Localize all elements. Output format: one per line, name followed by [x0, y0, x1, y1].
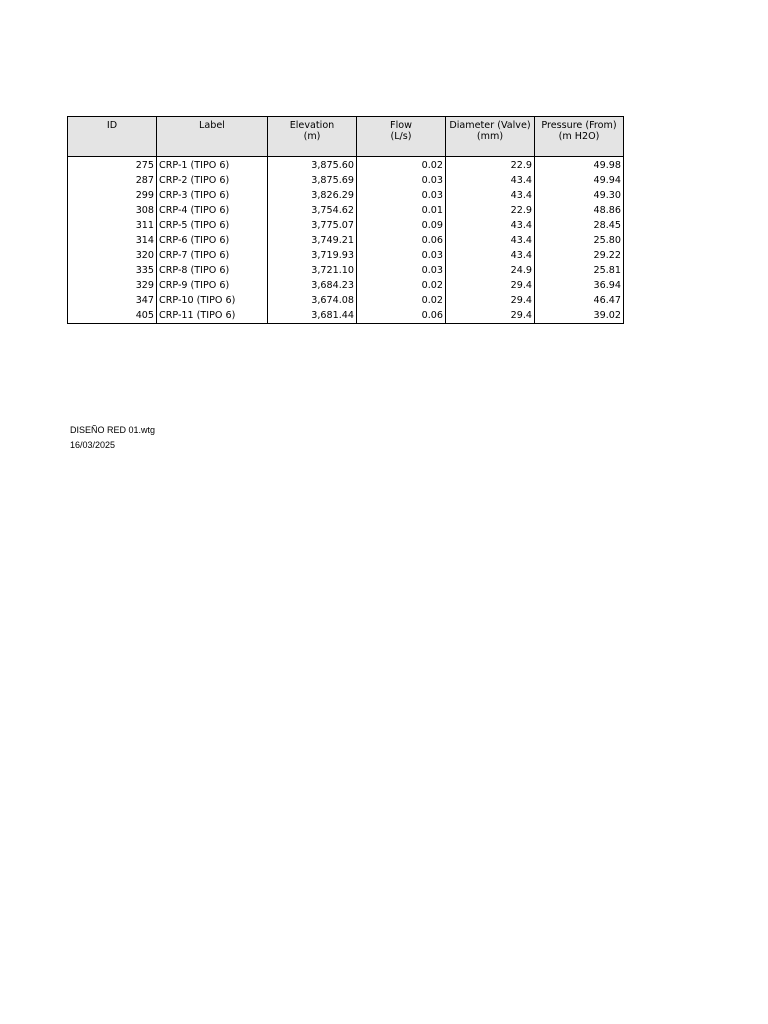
cell-elevation: 3,826.29: [268, 188, 357, 203]
cell-id: 311: [68, 218, 157, 233]
cell-flow: 0.02: [357, 293, 446, 308]
table-row: [68, 308, 624, 324]
table-header: [68, 117, 624, 157]
cell-pressure: 49.30: [535, 188, 624, 203]
header-elevation-line1: Elevation: [289, 120, 335, 131]
cell-label: CRP-6 (TIPO 6): [157, 233, 268, 248]
table-body: [68, 157, 624, 324]
table-row: [68, 157, 624, 174]
cell-flow: 0.02: [357, 278, 446, 293]
table-row: [68, 248, 624, 263]
cell-id: 329: [68, 278, 157, 293]
header-flow-line2: (L/s): [390, 131, 412, 142]
cell-pressure: 36.94: [535, 278, 624, 293]
header-pressure: [535, 117, 624, 157]
cell-id: 308: [68, 203, 157, 218]
report-footer: [70, 423, 155, 453]
cell-diameter: 43.4: [446, 248, 535, 263]
table-row: [68, 218, 624, 233]
cell-flow: 0.03: [357, 263, 446, 278]
cell-pressure: 25.81: [535, 263, 624, 278]
cell-flow: 0.06: [357, 233, 446, 248]
cell-id: 320: [68, 248, 157, 263]
cell-label: CRP-7 (TIPO 6): [157, 248, 268, 263]
cell-pressure: 46.47: [535, 293, 624, 308]
cell-elevation: 3,775.07: [268, 218, 357, 233]
header-label: [157, 117, 268, 157]
table-row: [68, 278, 624, 293]
footer-date: 16/03/2025: [70, 440, 116, 450]
table-row: [68, 263, 624, 278]
header-flow-line1: Flow: [390, 120, 412, 131]
cell-elevation: 3,719.93: [268, 248, 357, 263]
cell-label: CRP-8 (TIPO 6): [157, 263, 268, 278]
cell-pressure: 39.02: [535, 308, 624, 324]
table-row: [68, 293, 624, 308]
header-diameter-line2: (mm): [476, 131, 504, 142]
cell-flow: 0.03: [357, 188, 446, 203]
cell-label: CRP-9 (TIPO 6): [157, 278, 268, 293]
header-pressure-line2: (m H2O): [558, 131, 600, 142]
cell-id: 314: [68, 233, 157, 248]
cell-diameter: 43.4: [446, 233, 535, 248]
cell-pressure: 49.94: [535, 173, 624, 188]
cell-label: CRP-1 (TIPO 6): [157, 157, 268, 174]
cell-elevation: 3,754.62: [268, 203, 357, 218]
cell-id: 299: [68, 188, 157, 203]
cell-flow: 0.03: [357, 173, 446, 188]
cell-id: 347: [68, 293, 157, 308]
header-elevation-line2: (m): [303, 131, 321, 142]
cell-diameter: 24.9: [446, 263, 535, 278]
cell-elevation: 3,749.21: [268, 233, 357, 248]
cell-label: CRP-10 (TIPO 6): [157, 293, 268, 308]
cell-diameter: 22.9: [446, 157, 535, 174]
cell-diameter: 43.4: [446, 218, 535, 233]
cell-diameter: 29.4: [446, 293, 535, 308]
cell-pressure: 48.86: [535, 203, 624, 218]
cell-flow: 0.01: [357, 203, 446, 218]
cell-elevation: 3,684.23: [268, 278, 357, 293]
table-row: [68, 173, 624, 188]
crp-report-table: [67, 116, 624, 324]
header-flow: [357, 117, 446, 157]
cell-elevation: 3,721.10: [268, 263, 357, 278]
cell-diameter: 29.4: [446, 308, 535, 324]
cell-elevation: 3,875.69: [268, 173, 357, 188]
cell-label: CRP-3 (TIPO 6): [157, 188, 268, 203]
cell-flow: 0.06: [357, 308, 446, 324]
cell-id: 405: [68, 308, 157, 324]
header-diameter: [446, 117, 535, 157]
cell-pressure: 25.80: [535, 233, 624, 248]
cell-diameter: 43.4: [446, 188, 535, 203]
cell-label: CRP-5 (TIPO 6): [157, 218, 268, 233]
cell-diameter: 43.4: [446, 173, 535, 188]
cell-diameter: 22.9: [446, 203, 535, 218]
cell-diameter: 29.4: [446, 278, 535, 293]
cell-pressure: 29.22: [535, 248, 624, 263]
cell-elevation: 3,875.60: [268, 157, 357, 174]
cell-label: CRP-4 (TIPO 6): [157, 203, 268, 218]
header-elevation: [268, 117, 357, 157]
cell-elevation: 3,674.08: [268, 293, 357, 308]
cell-label: CRP-11 (TIPO 6): [157, 308, 268, 324]
header-pressure-line1: Pressure (From): [541, 120, 617, 131]
cell-label: CRP-2 (TIPO 6): [157, 173, 268, 188]
cell-pressure: 28.45: [535, 218, 624, 233]
header-row: [68, 117, 624, 157]
cell-id: 335: [68, 263, 157, 278]
table-row: [68, 203, 624, 218]
cell-id: 275: [68, 157, 157, 174]
cell-id: 287: [68, 173, 157, 188]
cell-pressure: 49.98: [535, 157, 624, 174]
table-row: [68, 233, 624, 248]
table-row: [68, 188, 624, 203]
cell-flow: 0.09: [357, 218, 446, 233]
cell-flow: 0.03: [357, 248, 446, 263]
header-id-line1: ID: [106, 120, 118, 131]
header-id: [68, 117, 157, 157]
header-label-line1: Label: [199, 120, 225, 131]
cell-flow: 0.02: [357, 157, 446, 174]
cell-elevation: 3,681.44: [268, 308, 357, 324]
footer-filename: DISEÑO RED 01.wtg: [70, 425, 156, 435]
header-diameter-line1: Diameter (Valve): [449, 120, 531, 131]
